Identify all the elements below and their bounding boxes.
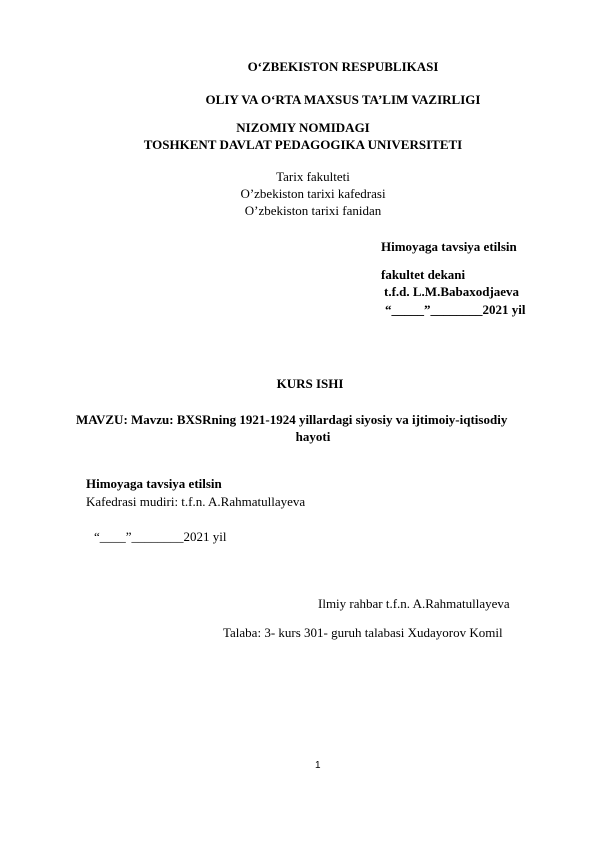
supervisor-line: Ilmiy rahbar t.f.n. A.Rahmatullayeva	[318, 596, 510, 611]
page-number: 1	[315, 760, 321, 771]
approval-top-role: fakultet dekani	[381, 267, 466, 282]
faculty-line: Tarix fakulteti	[276, 169, 350, 184]
republic-heading: O‘ZBEKISTON RESPUBLIKASI	[247, 59, 439, 74]
approval-top-heading: Himoyaga tavsiya etilsin	[381, 239, 517, 254]
university-heading: TOSHKENT DAVLAT PEDAGOGIKA UNIVERSITETI	[143, 137, 463, 152]
named-after-heading: NIZOMIY NOMIDAGI	[236, 120, 370, 135]
ministry-heading: OLIY VA O‘RTA MAXSUS TA’LIM VAZIRLIGI	[205, 92, 481, 107]
topic-line-2: hayoti	[295, 429, 331, 444]
approval-top-date: “_____”________2021 yil	[385, 302, 526, 317]
approval-bottom-date: “____”________2021 yil	[94, 529, 227, 544]
approval-top-name: t.f.d. L.M.Babaxodjaeva	[384, 284, 520, 299]
topic-line-1	[76, 413, 507, 426]
topic-text: : Mavzu: BXSRning 1921-1924 yillardagi siyosiy va ijtimoiy-iqtisodiy	[123, 412, 508, 427]
approval-bottom-heading: Himoyaga tavsiya etilsin	[86, 476, 222, 491]
student-line: Talaba: 3- kurs 301- guruh talabasi Xudayorov Komil	[223, 625, 503, 640]
topic-label: MAVZU	[76, 412, 124, 427]
work-title: KURS ISHI	[276, 376, 344, 391]
approval-bottom-head-of-dept: Kafedrasi mudiri: t.f.n. A.Rahmatullayeva	[86, 494, 306, 509]
subject-line: O’zbekiston tarixi fanidan	[244, 203, 382, 218]
department-line: O’zbekiston tarixi kafedrasi	[240, 186, 386, 201]
